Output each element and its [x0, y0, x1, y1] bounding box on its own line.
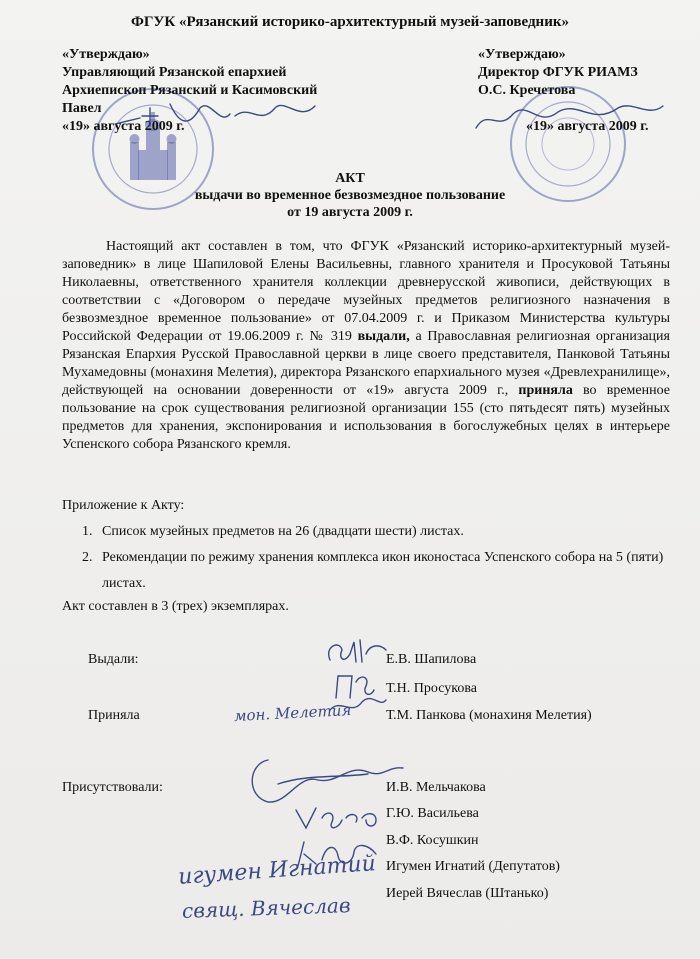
issued-name-1: Е.В. Шапилова — [386, 652, 477, 667]
appendix-list — [62, 519, 682, 597]
title-subject: выдачи во временное безвозмездное пользование — [194, 188, 506, 203]
priest-signature: свящ. Вячеслав — [181, 893, 351, 923]
act-body — [62, 238, 670, 454]
approval-right-name: О.С. Кречетова — [478, 83, 576, 98]
director-signature — [468, 98, 668, 138]
vasilyeva-signature — [292, 800, 392, 836]
approval-right-position: Директор ФГУК РИАМЗ — [478, 65, 638, 80]
approval-left-word: «Утверждаю» — [62, 47, 150, 62]
accepted-name: Т.М. Панкова (монахиня Мелетия) — [386, 708, 592, 723]
appendix-item: 2. Рекомендации по режиму хранения комплекса икон иконостаса Успенского собора на 5 (пяти) листах. — [96, 545, 682, 597]
issued-name-2: Т.Н. Просукова — [386, 681, 477, 696]
title-act: АКТ — [335, 171, 365, 186]
approval-right-date: «19» августа 2009 г. — [526, 119, 649, 134]
shapilova-signature — [320, 636, 390, 670]
appendix-heading: Приложение к Акту: — [62, 498, 185, 513]
present-name-2: Г.Ю. Васильева — [386, 806, 479, 821]
hegumen-signature: игумен Игнатий — [177, 851, 377, 890]
body-part-2: а Православная религиозная организация Рязанская Епархия Русской Православной церкви в лице своего представителя, Панковой Татьяны Мухамедовны (монахиня Мелетия), директора Рязанского епархиального музея «Древлехранилище», действующей на основании доверенности от «19» августа 2009 г., — [62, 329, 670, 398]
copies-note: Акт составлен в 3 (трех) экземплярах. — [62, 599, 289, 614]
document-header: ФГУК «Рязанский историко-архитектурный музей-заповедник» — [131, 14, 569, 30]
appendix — [62, 493, 682, 597]
approval-left-title: Архиепископ Рязанский и Касимовский — [62, 83, 318, 98]
approval-right-word: «Утверждаю» — [478, 47, 566, 62]
issued-label: Выдали: — [88, 652, 139, 667]
body-part-1: Настоящий акт составлен в том, что ФГУК «Рязанский историко-архитектурный музей-заповедник» в лице Шапиловой Елены Васильевны, главного хранителя и Просуковой Татьяны Николаевны, ответственного хранителя коллекции древнерусской живописи, действующих в соответствии с «Договором о передаче музейных предметов религиозного назначения в безвозмездное временное пользование» от 07.04.2009 г. и Приказом Министерства культуры Российской Федерации от 19.06.2009 г. № 319 — [62, 239, 670, 344]
present-name-5: Иерей Вячеслав (Штанько) — [386, 886, 549, 901]
pankova-signature: мон. Мелетия — [233, 700, 352, 726]
present-name-3: В.Ф. Косушкин — [386, 833, 479, 848]
body-bold-accepted: приняла — [518, 383, 573, 398]
appendix-item: 1. Список музейных предметов на 26 (двадцати шести) листах. — [96, 519, 682, 545]
document-title — [0, 170, 700, 221]
pankova-flourish — [328, 690, 388, 720]
title-date: от 19 августа 2009 г. — [287, 205, 413, 220]
accepted-label: Приняла — [88, 708, 140, 723]
archbishop-signature — [110, 96, 320, 136]
approval-left-name: Павел — [62, 101, 102, 116]
body-bold-issued: выдали, — [357, 329, 410, 344]
present-name-1: И.В. Мельчакова — [386, 780, 486, 795]
body-part-3: во временное пользование на срок существования религиозной организации 155 (сто пятьдесят пять) музейных предметов для хранения, экспонирования и использования в богослужебных целях в интерьере Успенского собора Рязанского кремля. — [62, 383, 670, 452]
present-label: Присутствовали: — [62, 780, 163, 795]
approval-left-date: «19» августа 2009 г. — [62, 119, 185, 134]
present-name-4: Игумен Игнатий (Депутатов) — [386, 859, 560, 874]
approval-left-position: Управляющий Рязанской епархией — [62, 65, 287, 80]
